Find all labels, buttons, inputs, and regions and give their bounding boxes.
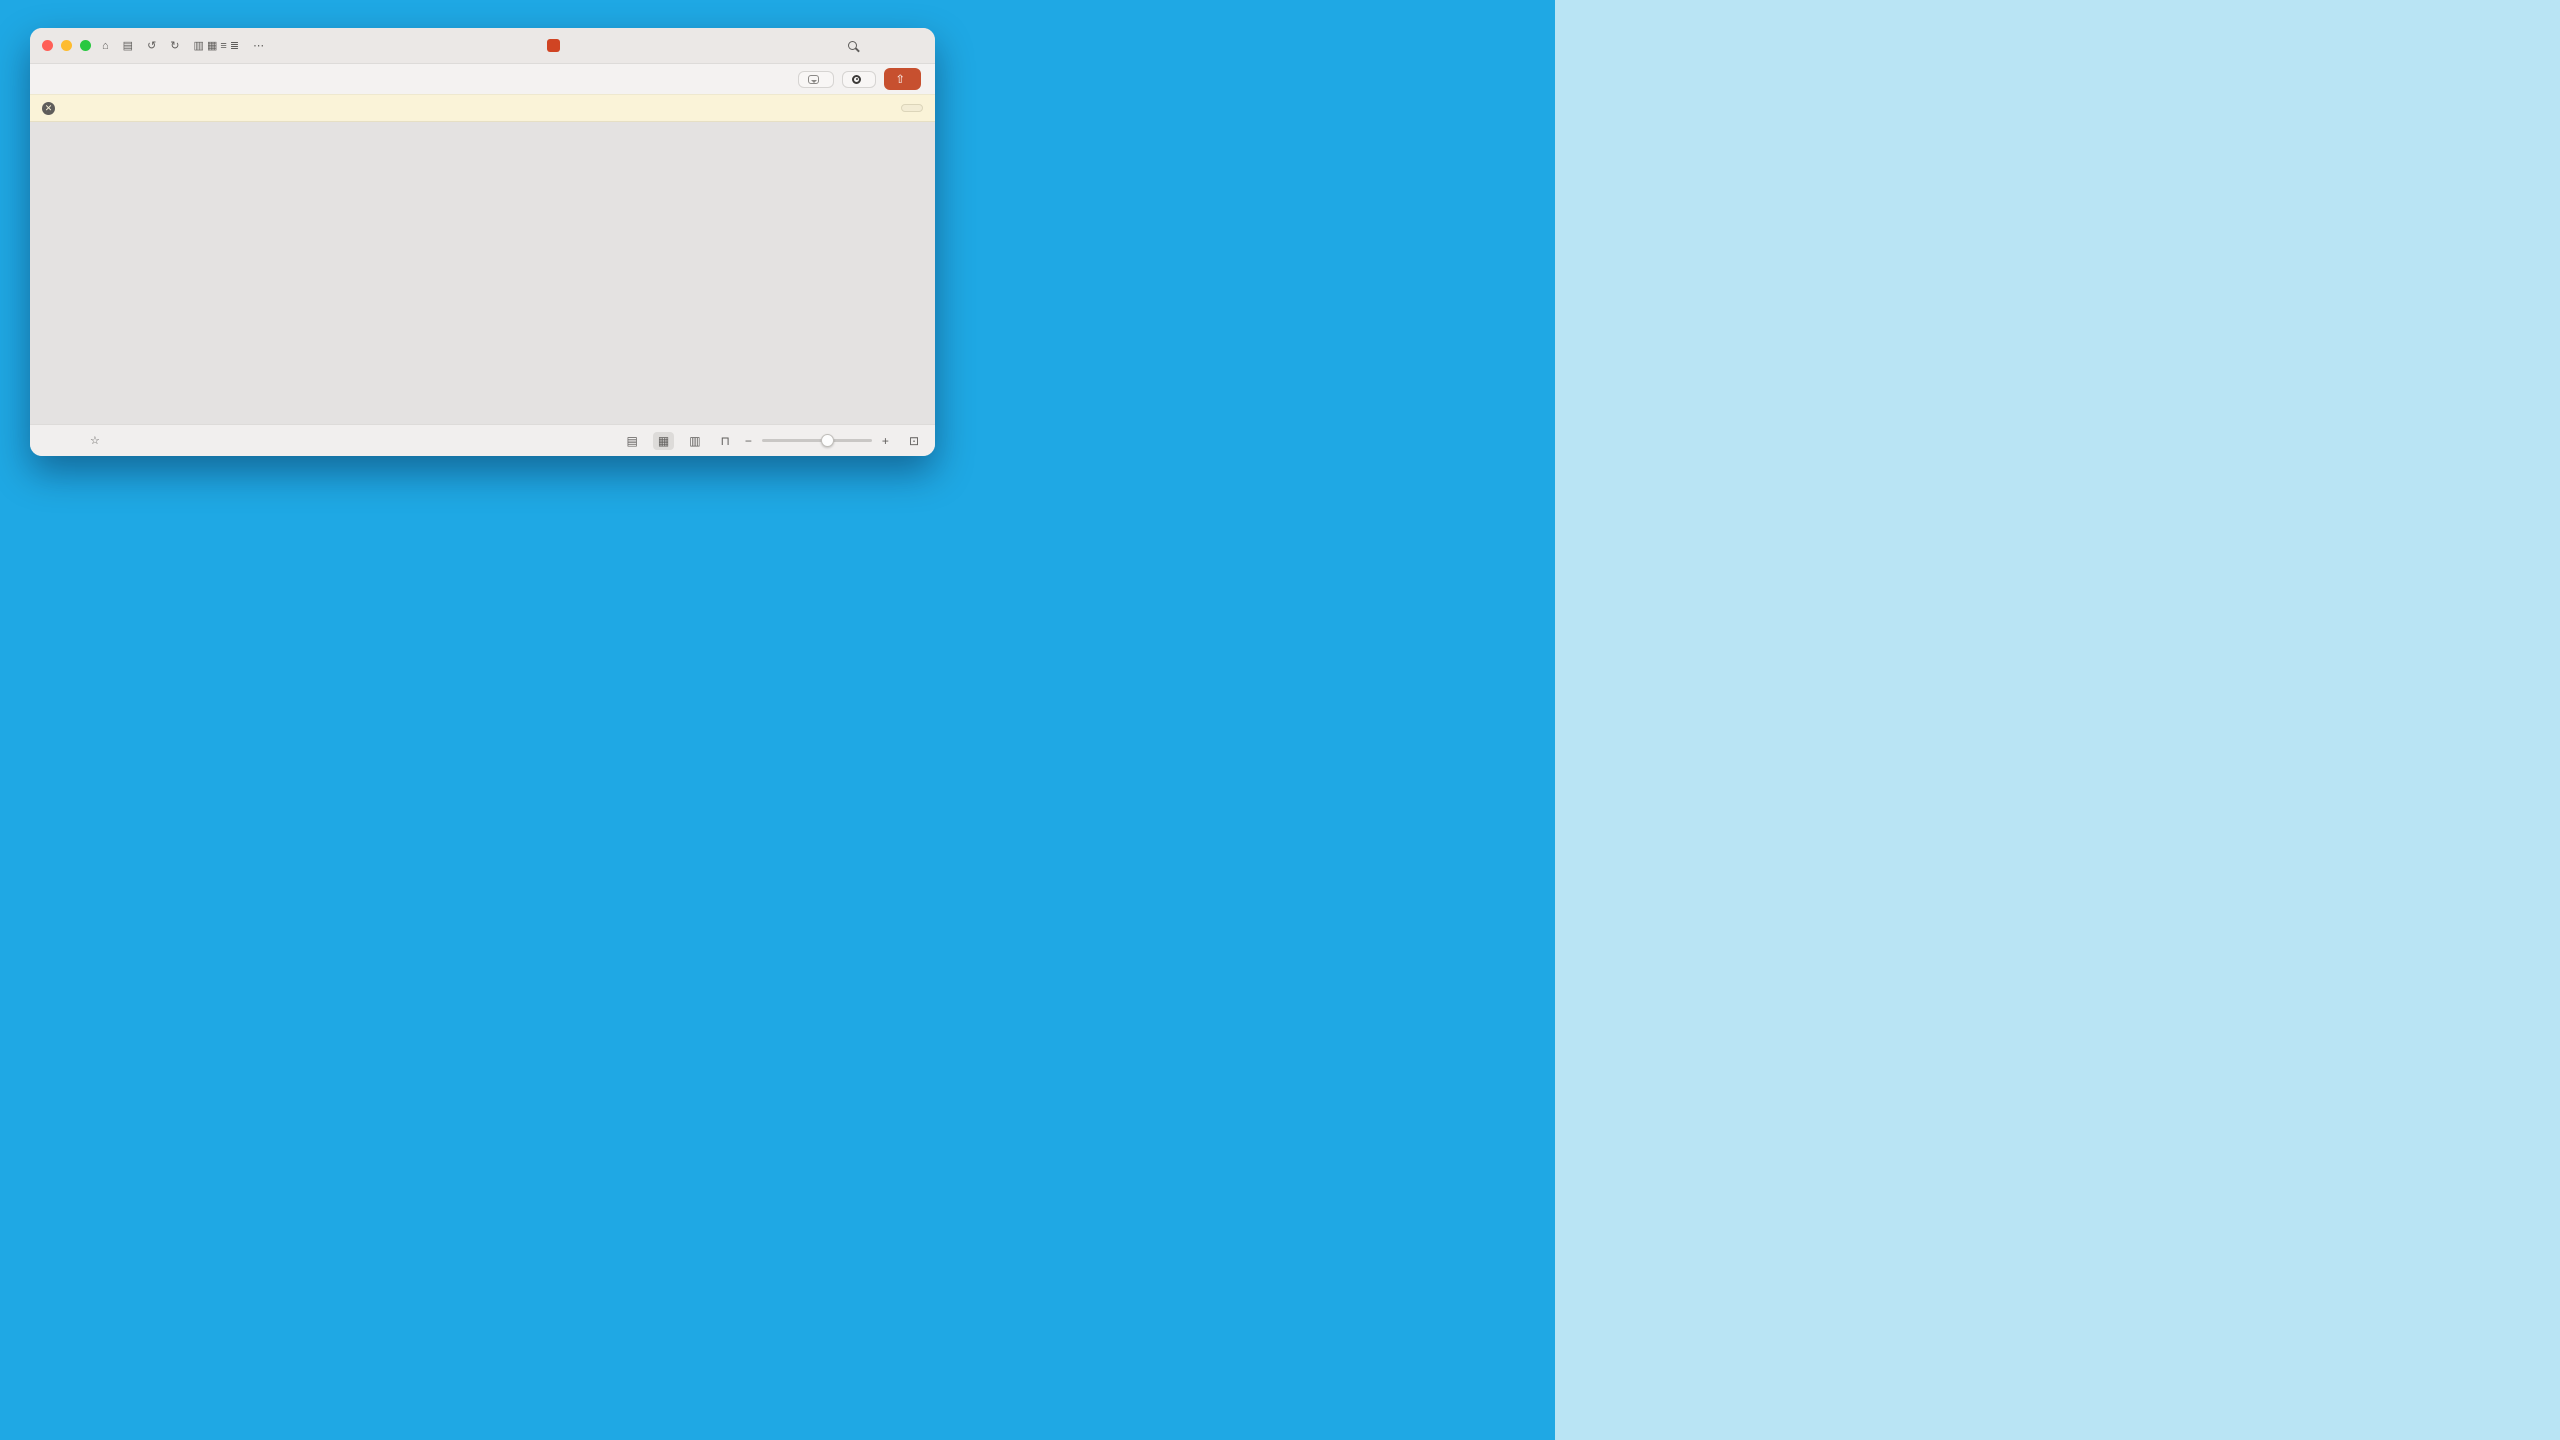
zoom-slider[interactable] [762, 439, 872, 442]
resource-includes-panel [1555, 0, 2560, 1440]
close-button[interactable] [42, 40, 53, 51]
search-input[interactable] [848, 41, 863, 50]
share-button[interactable] [884, 68, 921, 90]
powerpoint-titlebar [30, 28, 935, 64]
comments-button[interactable] [798, 71, 834, 88]
zoom-out-icon[interactable]: − [744, 433, 752, 448]
slide-sorter-grid [30, 122, 935, 424]
fit-slide-icon[interactable]: ⊡ [908, 433, 919, 448]
enable-content-button[interactable] [901, 104, 923, 112]
search-icon [848, 41, 857, 50]
record-icon [852, 75, 861, 84]
record-button[interactable] [842, 71, 876, 88]
notes-view-icon[interactable]: ▥ [689, 433, 701, 448]
more-icon[interactable]: ⋯ [253, 40, 265, 52]
share-icon: ⇧ [895, 74, 905, 86]
security-warning-bar [30, 94, 935, 122]
ribbon-tabs [30, 64, 935, 94]
undo-icon[interactable]: ↺ [147, 40, 157, 52]
zoom-button[interactable] [80, 40, 91, 51]
powerpoint-doc-icon [547, 39, 560, 52]
slide-sorter-icon[interactable]: ▦ [653, 432, 674, 450]
normal-view-icon[interactable]: ▤ [626, 433, 638, 448]
powerpoint-statusbar [30, 424, 935, 456]
powerpoint-window [30, 28, 935, 456]
home-icon[interactable]: ⌂ [102, 39, 109, 52]
save-icon[interactable]: ▤ [122, 40, 134, 52]
warning-icon: ✕ [42, 102, 55, 115]
minimize-button[interactable] [61, 40, 72, 51]
slideshow-icon[interactable]: ⊓ [720, 433, 730, 448]
accessibility-status[interactable]: ☆ [90, 435, 100, 447]
redo-icon[interactable]: ↻ [170, 40, 180, 52]
zoom-in-icon[interactable]: + [881, 433, 889, 448]
format-icons[interactable]: ▥ ▦ ≡ ≣ [193, 40, 240, 52]
comment-icon [808, 75, 819, 84]
